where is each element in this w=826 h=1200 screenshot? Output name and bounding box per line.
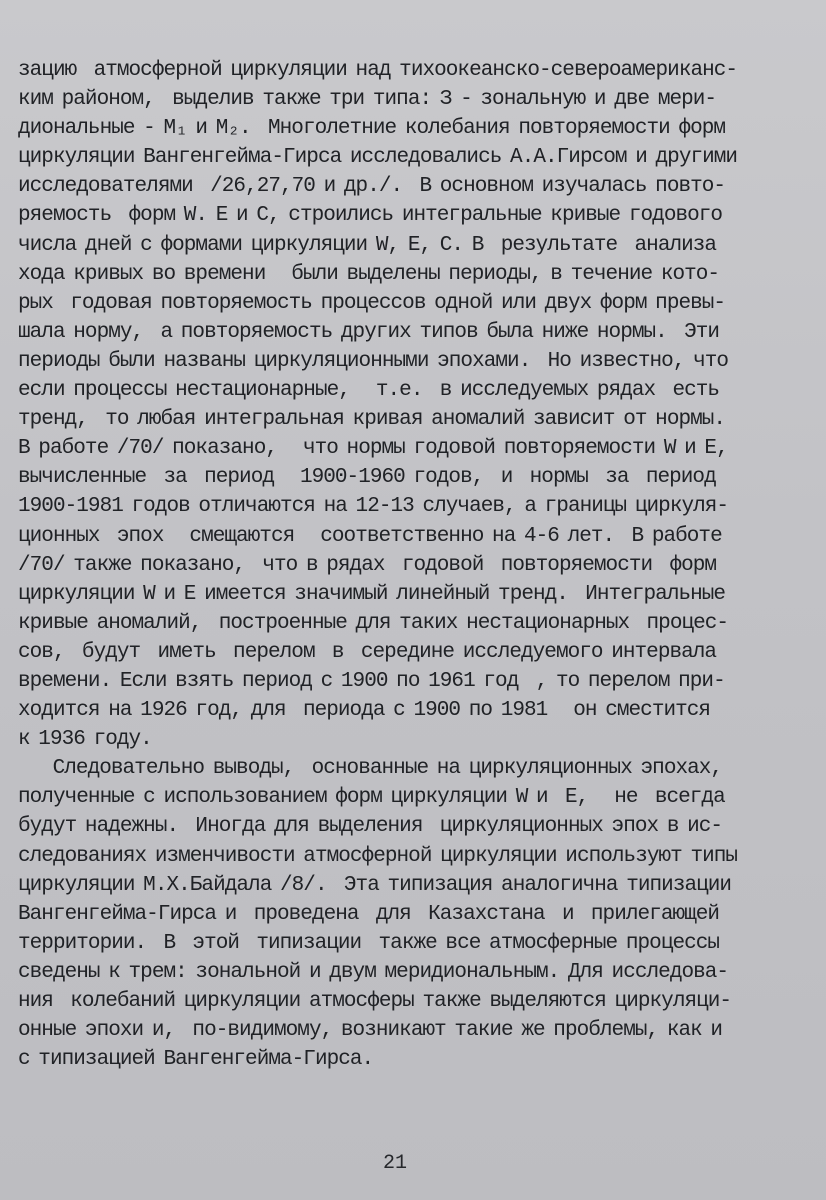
text-line: кривые аномалий, построенные для таких нестационарных процес- [18, 611, 729, 635]
text-line: исследователями /26,27,70 и др./. В основном изучалась повто- [18, 175, 726, 199]
text-line: ким районом, выделив также три типа: З - зональную и две мери- [18, 88, 717, 112]
text-line: /70/ также показано, что в рядах годовой повторяемости форм [18, 553, 717, 577]
text-line: ходится на 1926 год, для периода с 1900 по 1981 он сместится [18, 699, 711, 723]
text-line: сведены к трем: зональной и двум меридиональным. Для исследова- [18, 960, 729, 984]
text-line: зацию атмосферной циркуляции над тихоокеанско-североамериканс- [18, 59, 738, 82]
text-line: шала норму, а повторяемость других типов была ниже нормы. Эти [18, 320, 720, 344]
text-line: В работе /70/ показано, что нормы годовой повторяемости W и E, [18, 437, 728, 461]
text-line: ния колебаний циркуляции атмосферы также выделяются циркуляци- [18, 990, 732, 1013]
text-line: циркуляции Вангенгейма-Гирса исследовались А.А.Гирсом и другими [18, 146, 738, 170]
text-line: ряемость форм W. E и C, строились интегральные кривые годового [18, 204, 723, 228]
text-line: полученные с использованием форм циркуляции W и E, не всегда [18, 786, 725, 810]
body-text [18, 56, 818, 1074]
text-line: ционных эпох смещаются соответственно на 4-6 лет. В работе [18, 524, 722, 548]
text-line: следованиях изменчивости атмосферной циркуляции используют типы [18, 844, 738, 868]
text-line: онные эпохи и, по-видимому, возникают такие же проблемы, как и [18, 1019, 723, 1043]
text-line: если процессы нестационарные, т.е. в исследуемых рядах есть [18, 379, 720, 403]
text-line: времени. Если взять период с 1900 по 1961 год , то перелом при- [18, 669, 725, 693]
text-line: будут надежны. Иногда для выделения циркуляционных эпох в ис- [18, 815, 723, 839]
text-line: циркуляции М.Х.Байдала /8/. Эта типизация аналогична типизации [18, 873, 732, 897]
text-line: 1900-1981 годов отличаются на 12-13 случаев, а границы циркуля- [18, 495, 729, 519]
text-line: периоды были названы циркуляционными эпохами. Но известно, что [18, 349, 729, 373]
text-line: с типизацией Вангенгейма-Гирса. [18, 1048, 374, 1072]
text-line: вычисленные за период 1900-1960 годов, и нормы за период [18, 466, 716, 490]
text-line: циркуляции W и E имеется значимый линейный тренд. Интегральные [18, 582, 726, 606]
page-number: 21 [382, 1152, 407, 1175]
text-line: Следовательно выводы, основанные на циркуляционных эпохах, [18, 757, 723, 781]
text-line: диональные - M₁ и M₂. Многолетние колебания повторяемости форм [18, 117, 726, 141]
text-line: к 1936 году. [18, 728, 152, 752]
text-line: числа дней с формами циркуляции W, E, C. В результате анализа [18, 233, 717, 257]
text-line: рых годовая повторяемость процессов одной или двух форм превы- [18, 291, 726, 315]
text-line: хода кривых во времени были выделены периоды, в течение кото- [18, 262, 720, 286]
text-line: сов, будут иметь перелом в середине исследуемого интервала [18, 640, 717, 664]
text-line: Вангенгейма-Гирса и проведена для Казахстана и прилегающей [18, 902, 720, 926]
text-line: тренд, то любая интегральная кривая аномалий зависит от нормы. [18, 408, 726, 432]
text-line: территории. В этой типизации также все атмосферные процессы [18, 931, 720, 955]
